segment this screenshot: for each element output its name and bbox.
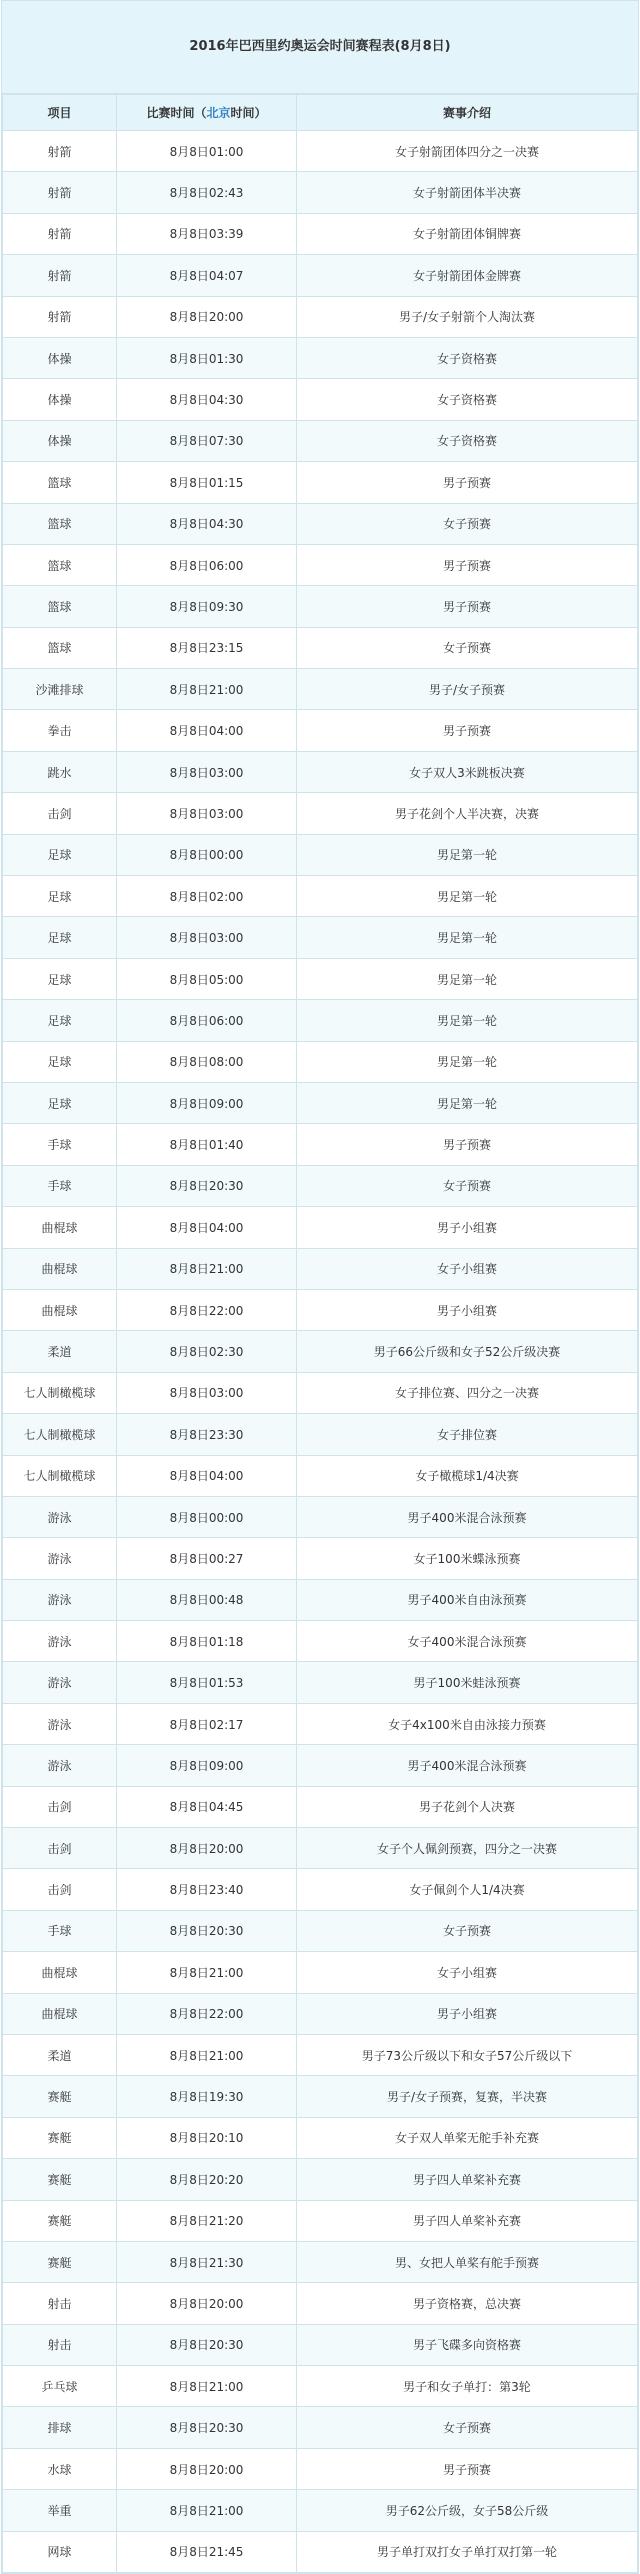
table-row xyxy=(3,503,638,544)
table-row xyxy=(3,131,638,172)
cell-event: 男子四人单桨补充赛 xyxy=(297,2159,638,2200)
cell-sport: 篮球 xyxy=(3,503,117,544)
table-row xyxy=(3,337,638,378)
table-row xyxy=(3,793,638,834)
cell-event: 女子4x100米自由泳接力预赛 xyxy=(297,1703,638,1744)
cell-time: 8月8日21:45 xyxy=(117,2531,297,2572)
cell-time: 8月8日20:30 xyxy=(117,1910,297,1951)
cell-event: 女子预赛 xyxy=(297,627,638,668)
cell-sport: 射箭 xyxy=(3,255,117,296)
cell-sport: 足球 xyxy=(3,876,117,917)
cell-sport: 赛艇 xyxy=(3,2159,117,2200)
cell-time: 8月8日00:00 xyxy=(117,834,297,875)
cell-sport: 曲棍球 xyxy=(3,1207,117,1248)
cell-time: 8月8日21:00 xyxy=(117,2366,297,2407)
column-header-time-prefix: 比赛时间（ xyxy=(146,106,207,120)
cell-event: 男子花剑个人决赛 xyxy=(297,1786,638,1827)
table-row xyxy=(3,1372,638,1413)
cell-event: 男子单打双打女子单打双打第一轮 xyxy=(297,2531,638,2572)
cell-time: 8月8日02:00 xyxy=(117,876,297,917)
cell-time: 8月8日20:30 xyxy=(117,2324,297,2365)
cell-event: 男子预赛 xyxy=(297,586,638,627)
cell-sport: 击剑 xyxy=(3,1786,117,1827)
table-row xyxy=(3,1165,638,1206)
cell-event: 女子400米混合泳预赛 xyxy=(297,1621,638,1662)
cell-event: 男子100米蛙泳预赛 xyxy=(297,1662,638,1703)
table-row xyxy=(3,1621,638,1662)
table-row xyxy=(3,876,638,917)
schedule-table xyxy=(2,94,638,2573)
cell-sport: 游泳 xyxy=(3,1662,117,1703)
cell-sport: 射箭 xyxy=(3,172,117,213)
cell-event: 男子66公斤级和女子52公斤级决赛 xyxy=(297,1331,638,1372)
cell-time: 8月8日07:30 xyxy=(117,420,297,461)
column-header-time-suffix: 时间） xyxy=(230,106,267,120)
cell-event: 男子资格赛，总决赛 xyxy=(297,2283,638,2324)
cell-event: 男足第一轮 xyxy=(297,958,638,999)
cell-time: 8月8日22:00 xyxy=(117,1993,297,2034)
cell-time: 8月8日04:00 xyxy=(117,1455,297,1496)
cell-event: 女子排位赛、四分之一决赛 xyxy=(297,1372,638,1413)
cell-sport: 曲棍球 xyxy=(3,1248,117,1289)
table-row xyxy=(3,2034,638,2075)
cell-time: 8月8日20:00 xyxy=(117,296,297,337)
cell-sport: 柔道 xyxy=(3,2034,117,2075)
cell-event: 男子花剑个人半决赛，决赛 xyxy=(297,793,638,834)
cell-sport: 七人制橄榄球 xyxy=(3,1455,117,1496)
cell-time: 8月8日04:07 xyxy=(117,255,297,296)
cell-sport: 射箭 xyxy=(3,131,117,172)
cell-sport: 排球 xyxy=(3,2407,117,2448)
cell-time: 8月8日20:20 xyxy=(117,2159,297,2200)
table-row xyxy=(3,2531,638,2572)
cell-sport: 跳水 xyxy=(3,751,117,792)
cell-event: 男子预赛 xyxy=(297,462,638,503)
cell-event: 女子个人佩剑预赛，四分之一决赛 xyxy=(297,1828,638,1869)
cell-sport: 射击 xyxy=(3,2283,117,2324)
cell-event: 男子预赛 xyxy=(297,1124,638,1165)
table-row xyxy=(3,1496,638,1537)
cell-event: 男子预赛 xyxy=(297,2448,638,2489)
table-row xyxy=(3,1745,638,1786)
cell-event: 男足第一轮 xyxy=(297,917,638,958)
table-row xyxy=(3,1869,638,1910)
cell-time: 8月8日04:30 xyxy=(117,379,297,420)
cell-sport: 曲棍球 xyxy=(3,1952,117,1993)
cell-time: 8月8日06:00 xyxy=(117,1000,297,1041)
cell-event: 女子资格赛 xyxy=(297,379,638,420)
table-row xyxy=(3,1124,638,1165)
cell-event: 男子/女子射箭个人淘汰赛 xyxy=(297,296,638,337)
cell-event: 男子和女子单打：第3轮 xyxy=(297,2366,638,2407)
cell-sport: 赛艇 xyxy=(3,2076,117,2117)
cell-sport: 游泳 xyxy=(3,1496,117,1537)
cell-sport: 足球 xyxy=(3,1000,117,1041)
table-row xyxy=(3,2407,638,2448)
cell-event: 女子橄榄球1/4决赛 xyxy=(297,1455,638,1496)
table-row xyxy=(3,172,638,213)
cell-sport: 体操 xyxy=(3,337,117,378)
cell-sport: 水球 xyxy=(3,2448,117,2489)
cell-time: 8月8日05:00 xyxy=(117,958,297,999)
table-row xyxy=(3,2117,638,2158)
cell-sport: 柔道 xyxy=(3,1331,117,1372)
cell-sport: 游泳 xyxy=(3,1538,117,1579)
table-row xyxy=(3,2448,638,2489)
cell-event: 男子/女子预赛 xyxy=(297,669,638,710)
table-row xyxy=(3,751,638,792)
table-row xyxy=(3,1041,638,1082)
cell-time: 8月8日20:00 xyxy=(117,1828,297,1869)
table-row xyxy=(3,420,638,461)
cell-time: 8月8日01:00 xyxy=(117,131,297,172)
cell-event: 女子资格赛 xyxy=(297,337,638,378)
cell-time: 8月8日03:39 xyxy=(117,213,297,254)
cell-time: 8月8日20:10 xyxy=(117,2117,297,2158)
cell-event: 女子预赛 xyxy=(297,2407,638,2448)
cell-event: 女子预赛 xyxy=(297,1910,638,1951)
cell-sport: 击剑 xyxy=(3,793,117,834)
cell-time: 8月8日20:00 xyxy=(117,2283,297,2324)
cell-event: 男子小组赛 xyxy=(297,1993,638,2034)
table-row xyxy=(3,379,638,420)
cell-time: 8月8日04:30 xyxy=(117,503,297,544)
table-body xyxy=(3,131,638,2573)
cell-sport: 足球 xyxy=(3,1041,117,1082)
table-row xyxy=(3,462,638,503)
cell-sport: 足球 xyxy=(3,1082,117,1123)
cell-sport: 沙滩排球 xyxy=(3,669,117,710)
cell-event: 男子73公斤级以下和女子57公斤级以下 xyxy=(297,2034,638,2075)
cell-sport: 网球 xyxy=(3,2531,117,2572)
cell-event: 女子资格赛 xyxy=(297,420,638,461)
cell-time: 8月8日01:40 xyxy=(117,1124,297,1165)
table-row xyxy=(3,710,638,751)
cell-time: 8月8日21:20 xyxy=(117,2200,297,2241)
cell-time: 8月8日00:27 xyxy=(117,1538,297,1579)
cell-sport: 击剑 xyxy=(3,1828,117,1869)
cell-sport: 射击 xyxy=(3,2324,117,2365)
cell-event: 女子佩剑个人1/4决赛 xyxy=(297,1869,638,1910)
cell-event: 女子射箭团体金牌赛 xyxy=(297,255,638,296)
cell-time: 8月8日21:00 xyxy=(117,2034,297,2075)
column-header-sport: 项目 xyxy=(3,95,117,131)
table-row xyxy=(3,1082,638,1123)
table-row xyxy=(3,1414,638,1455)
cell-time: 8月8日00:48 xyxy=(117,1579,297,1620)
cell-event: 女子预赛 xyxy=(297,1165,638,1206)
cell-time: 8月8日03:00 xyxy=(117,917,297,958)
cell-sport: 体操 xyxy=(3,379,117,420)
cell-event: 男子预赛 xyxy=(297,710,638,751)
table-row xyxy=(3,917,638,958)
cell-time: 8月8日08:00 xyxy=(117,1041,297,1082)
table-row xyxy=(3,1331,638,1372)
cell-sport: 赛艇 xyxy=(3,2200,117,2241)
cell-event: 女子射箭团体铜牌赛 xyxy=(297,213,638,254)
cell-sport: 拳击 xyxy=(3,710,117,751)
cell-sport: 游泳 xyxy=(3,1745,117,1786)
cell-time: 8月8日06:00 xyxy=(117,544,297,585)
cell-event: 男子/女子预赛，复赛，半决赛 xyxy=(297,2076,638,2117)
column-header-time-highlight: 北京 xyxy=(206,106,231,120)
table-row xyxy=(3,1248,638,1289)
cell-time: 8月8日19:30 xyxy=(117,2076,297,2117)
cell-sport: 篮球 xyxy=(3,627,117,668)
cell-time: 8月8日03:00 xyxy=(117,1372,297,1413)
table-row xyxy=(3,1993,638,2034)
cell-time: 8月8日09:30 xyxy=(117,586,297,627)
cell-time: 8月8日21:00 xyxy=(117,2490,297,2531)
cell-sport: 游泳 xyxy=(3,1579,117,1620)
page-title: 2016年巴西里约奥运会时间赛程表(8月8日) xyxy=(2,1,638,94)
cell-sport: 举重 xyxy=(3,2490,117,2531)
cell-sport: 游泳 xyxy=(3,1703,117,1744)
column-header-event: 赛事介绍 xyxy=(297,95,638,131)
cell-event: 女子预赛 xyxy=(297,503,638,544)
table-row xyxy=(3,1579,638,1620)
cell-event: 男子小组赛 xyxy=(297,1207,638,1248)
cell-time: 8月8日23:30 xyxy=(117,1414,297,1455)
cell-event: 男子四人单桨补充赛 xyxy=(297,2200,638,2241)
cell-sport: 乒乓球 xyxy=(3,2366,117,2407)
table-row xyxy=(3,1662,638,1703)
table-row xyxy=(3,1703,638,1744)
cell-sport: 体操 xyxy=(3,420,117,461)
cell-time: 8月8日09:00 xyxy=(117,1082,297,1123)
cell-time: 8月8日20:30 xyxy=(117,1165,297,1206)
table-header-row xyxy=(3,95,638,131)
cell-time: 8月8日00:00 xyxy=(117,1496,297,1537)
cell-event: 男子400米自由泳预赛 xyxy=(297,1579,638,1620)
cell-event: 女子小组赛 xyxy=(297,1952,638,1993)
cell-sport: 七人制橄榄球 xyxy=(3,1372,117,1413)
table-row xyxy=(3,2283,638,2324)
cell-time: 8月8日01:18 xyxy=(117,1621,297,1662)
cell-event: 男足第一轮 xyxy=(297,1000,638,1041)
table-row xyxy=(3,1952,638,1993)
cell-event: 男子400米混合泳预赛 xyxy=(297,1745,638,1786)
cell-sport: 游泳 xyxy=(3,1621,117,1662)
column-header-time xyxy=(117,95,297,131)
cell-sport: 篮球 xyxy=(3,586,117,627)
table-row xyxy=(3,669,638,710)
cell-event: 男子400米混合泳预赛 xyxy=(297,1496,638,1537)
cell-time: 8月8日01:30 xyxy=(117,337,297,378)
cell-time: 8月8日04:00 xyxy=(117,710,297,751)
cell-sport: 足球 xyxy=(3,917,117,958)
cell-time: 8月8日09:00 xyxy=(117,1745,297,1786)
cell-time: 8月8日02:43 xyxy=(117,172,297,213)
table-row xyxy=(3,958,638,999)
cell-event: 男子62公斤级，女子58公斤级 xyxy=(297,2490,638,2531)
cell-time: 8月8日21:00 xyxy=(117,1952,297,1993)
schedule-table-container xyxy=(1,0,639,2574)
table-row xyxy=(3,1910,638,1951)
cell-event: 女子双人单桨无舵手补充赛 xyxy=(297,2117,638,2158)
table-row xyxy=(3,2076,638,2117)
cell-sport: 射箭 xyxy=(3,213,117,254)
cell-sport: 曲棍球 xyxy=(3,1289,117,1330)
cell-sport: 赛艇 xyxy=(3,2241,117,2282)
cell-sport: 手球 xyxy=(3,1124,117,1165)
cell-sport: 足球 xyxy=(3,834,117,875)
table-row xyxy=(3,213,638,254)
table-row xyxy=(3,627,638,668)
table-row xyxy=(3,2200,638,2241)
cell-event: 女子射箭团体四分之一决赛 xyxy=(297,131,638,172)
cell-sport: 篮球 xyxy=(3,544,117,585)
cell-event: 男足第一轮 xyxy=(297,876,638,917)
cell-sport: 手球 xyxy=(3,1165,117,1206)
cell-time: 8月8日21:00 xyxy=(117,669,297,710)
cell-time: 8月8日02:17 xyxy=(117,1703,297,1744)
table-row xyxy=(3,1000,638,1041)
cell-event: 女子射箭团体半决赛 xyxy=(297,172,638,213)
cell-event: 女子100米蝶泳预赛 xyxy=(297,1538,638,1579)
cell-sport: 手球 xyxy=(3,1910,117,1951)
table-row xyxy=(3,2241,638,2282)
cell-event: 男足第一轮 xyxy=(297,1082,638,1123)
table-row xyxy=(3,255,638,296)
cell-time: 8月8日23:15 xyxy=(117,627,297,668)
cell-time: 8月8日20:00 xyxy=(117,2448,297,2489)
cell-time: 8月8日23:40 xyxy=(117,1869,297,1910)
cell-sport: 足球 xyxy=(3,958,117,999)
cell-sport: 篮球 xyxy=(3,462,117,503)
cell-time: 8月8日04:00 xyxy=(117,1207,297,1248)
cell-time: 8月8日01:15 xyxy=(117,462,297,503)
table-row xyxy=(3,834,638,875)
cell-event: 男子飞碟多向资格赛 xyxy=(297,2324,638,2365)
table-row xyxy=(3,1207,638,1248)
table-row xyxy=(3,2366,638,2407)
cell-time: 8月8日22:00 xyxy=(117,1289,297,1330)
cell-time: 8月8日21:00 xyxy=(117,1248,297,1289)
table-row xyxy=(3,544,638,585)
table-row xyxy=(3,296,638,337)
cell-sport: 七人制橄榄球 xyxy=(3,1414,117,1455)
cell-sport: 击剑 xyxy=(3,1869,117,1910)
cell-sport: 赛艇 xyxy=(3,2117,117,2158)
table-row xyxy=(3,2490,638,2531)
cell-time: 8月8日04:45 xyxy=(117,1786,297,1827)
table-row xyxy=(3,1289,638,1330)
table-row xyxy=(3,1828,638,1869)
table-row xyxy=(3,586,638,627)
cell-event: 女子排位赛 xyxy=(297,1414,638,1455)
table-row xyxy=(3,2324,638,2365)
cell-time: 8月8日03:00 xyxy=(117,793,297,834)
cell-time: 8月8日21:30 xyxy=(117,2241,297,2282)
cell-event: 男足第一轮 xyxy=(297,1041,638,1082)
cell-time: 8月8日01:53 xyxy=(117,1662,297,1703)
cell-time: 8月8日03:00 xyxy=(117,751,297,792)
cell-event: 女子双人3米跳板决赛 xyxy=(297,751,638,792)
cell-time: 8月8日20:30 xyxy=(117,2407,297,2448)
cell-event: 男足第一轮 xyxy=(297,834,638,875)
cell-event: 男子小组赛 xyxy=(297,1289,638,1330)
table-row xyxy=(3,2159,638,2200)
cell-event: 男、女把人单桨有舵手预赛 xyxy=(297,2241,638,2282)
table-row xyxy=(3,1786,638,1827)
table-row xyxy=(3,1538,638,1579)
cell-time: 8月8日02:30 xyxy=(117,1331,297,1372)
table-row xyxy=(3,1455,638,1496)
cell-sport: 曲棍球 xyxy=(3,1993,117,2034)
cell-sport: 射箭 xyxy=(3,296,117,337)
cell-event: 男子预赛 xyxy=(297,544,638,585)
cell-event: 女子小组赛 xyxy=(297,1248,638,1289)
